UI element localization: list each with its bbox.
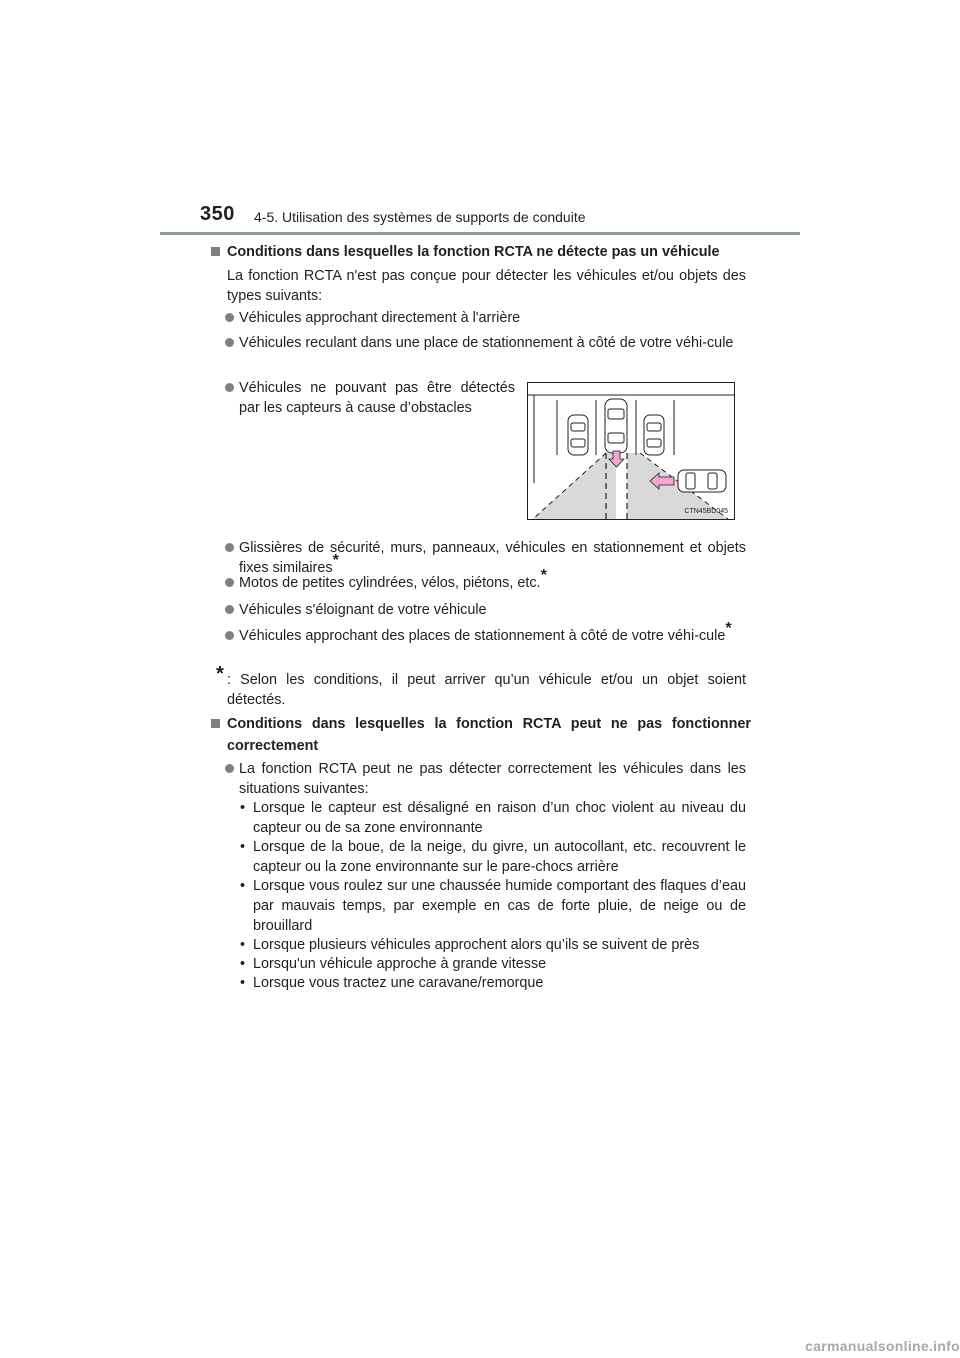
round-bullet-icon: [225, 578, 234, 587]
footnote-star: *: [332, 552, 339, 569]
dash-bullet: •: [240, 839, 246, 855]
section-heading-malfunction-conditions: [211, 713, 751, 757]
round-bullet-icon: [225, 764, 234, 773]
detection-zone: [533, 453, 616, 519]
footnote-star: *: [540, 567, 547, 584]
list-item: Véhicules reculant dans une place de stationnement à côté de votre véhi-cule: [239, 335, 734, 351]
section-intro: La fonction RCTA n'est pas conçue pour détecter les véhicules et/ou objets des types suivants:: [227, 268, 746, 304]
square-bullet-icon: [211, 247, 220, 256]
list-item-text: Motos de petites cylindrées, vélos, piétons, etc.: [239, 575, 541, 591]
footnote-marker: *: [216, 663, 224, 685]
round-bullet-icon: [225, 543, 234, 552]
list-item: Véhicules s'éloignant de votre véhicule: [239, 602, 487, 618]
dash-bullet: •: [240, 956, 246, 972]
chapter-title: 4-5. Utilisation des systèmes de supports de conduite: [254, 209, 586, 225]
sub-list-item: Lorsque de la boue, de la neige, du givre, un autocollant, etc. recouvrent le capteur ou la zone environnante sur le pare-chocs arrière: [253, 839, 746, 875]
round-bullet-icon: [225, 605, 234, 614]
list-item: [239, 538, 746, 578]
section-heading-detection-limits: [211, 241, 751, 263]
list-item-text: Véhicules approchant des places de stationnement à côté de votre véhi-cule: [239, 628, 726, 644]
footnote-text: : Selon les conditions, il peut arriver qu’un véhicule et/ou un objet soient détectés.: [227, 672, 746, 708]
page-number: 350: [200, 203, 235, 225]
header-rule: [160, 232, 800, 235]
dash-bullet: •: [240, 878, 246, 894]
list-item: [239, 620, 746, 646]
round-bullet-icon: [225, 631, 234, 640]
list-item: Véhicules approchant directement à l'arrière: [239, 310, 521, 326]
section-heading-text: Conditions dans lesquelles la fonction RCTA peut ne pas fonctionner correctement: [227, 716, 751, 754]
watermark: carmanualsonline.info: [805, 1338, 960, 1354]
dash-bullet: •: [240, 800, 246, 816]
list-item-text: Glissières de sécurité, murs, panneaux, véhicules en stationnement et objets fixes similaires: [239, 540, 746, 576]
parking-diagram: [528, 383, 734, 519]
footnote-star: *: [725, 620, 732, 637]
sub-list-item: Lorsqu'un véhicule approche à grande vitesse: [253, 956, 547, 972]
list-item: Véhicules ne pouvant pas être détectés par les capteurs à cause d’obstacles: [239, 380, 515, 416]
round-bullet-icon: [225, 313, 234, 322]
sub-list-item: Lorsque vous tractez une caravane/remorque: [253, 975, 544, 991]
list-item: La fonction RCTA peut ne pas détecter correctement les véhicules dans les situations suivantes:: [239, 761, 746, 797]
dash-bullet: •: [240, 975, 246, 991]
round-bullet-icon: [225, 338, 234, 347]
round-bullet-icon: [225, 383, 234, 392]
sub-list-item: Lorsque plusieurs véhicules approchent alors qu’ils se suivent de près: [253, 937, 700, 953]
sub-list-item: Lorsque vous roulez sur une chaussée humide comportant des flaques d’eau par mauvais temps, par exemple en cas de forte pluie, de neige ou de brouillard: [253, 878, 746, 934]
list-item: [239, 567, 746, 593]
rcta-parking-figure: [527, 382, 735, 520]
dash-bullet: •: [240, 937, 246, 953]
sub-list-item: Lorsque le capteur est désaligné en raison d’un choc violent au niveau du capteur ou de sa zone environnante: [253, 800, 746, 836]
section-heading-text: Conditions dans lesquelles la fonction RCTA ne détecte pas un véhicule: [227, 244, 720, 260]
figure-code: CTN45BD045: [684, 508, 728, 515]
square-bullet-icon: [211, 719, 220, 728]
